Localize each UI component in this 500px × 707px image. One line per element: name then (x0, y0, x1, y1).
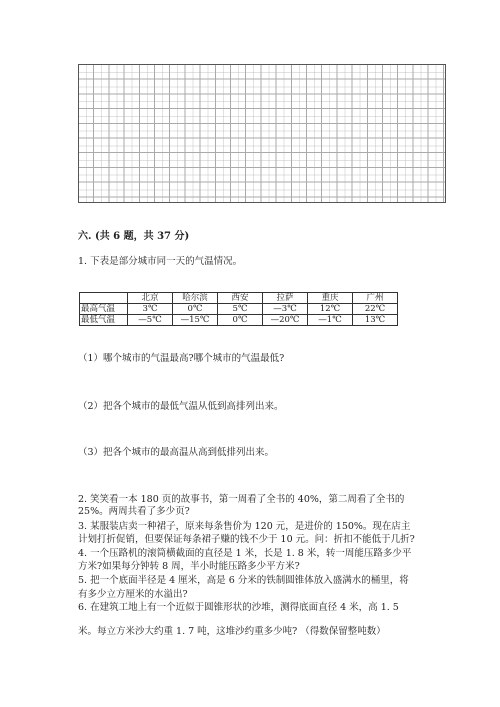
writing-grid (78, 64, 446, 203)
city-header: 哈尔滨 (173, 293, 218, 304)
q6-line1: 6. 在建筑工地上有一个近似于圆锥形状的沙堆，测得底面直径 4 米，高 1. 5 (78, 602, 399, 613)
q1-sub2: （2）把各个城市的最低气温从低到高排列出来。 (78, 401, 284, 412)
city-header: 北京 (128, 293, 173, 304)
row-label: 最高气温 (80, 304, 128, 315)
table-cell: 3℃ (128, 304, 173, 315)
city-header: 重庆 (308, 293, 353, 304)
table-cell: —5℃ (128, 315, 173, 326)
section-title: 六. (共 6 题，共 37 分) (78, 231, 190, 242)
table-cell: 0℃ (218, 315, 263, 326)
q4-line1: 4. 一个压路机的滚筒横截面的直径是 1 米，长是 1. 8 米，转一周能压路多少平 (78, 548, 412, 559)
q5-line2: 有多少立方厘米的水溢出? (78, 589, 188, 600)
table-cell: 22℃ (353, 304, 398, 315)
q4-line2: 方米?如果每分钟转 8 周，半小时能压路多少平方米? (78, 561, 300, 572)
city-header: 拉萨 (263, 293, 308, 304)
q1-sub1: （1）哪个城市的气温最高?哪个城市的气温最低? (78, 353, 285, 364)
q3-line2: 计划打折促销，但要保证每条裙子赚的钱不少于 10 元。问：折扣不能低于几折? (78, 534, 415, 545)
table-cell: 13℃ (353, 315, 398, 326)
table-cell: 12℃ (308, 304, 353, 315)
row-label: 最低气温 (80, 315, 128, 326)
table-cell: 5℃ (218, 304, 263, 315)
table-cell: 0℃ (173, 304, 218, 315)
table-cell: —1℃ (308, 315, 353, 326)
table-row (80, 315, 398, 326)
q2-line2: 25%。两周共看了多少页? (78, 506, 190, 517)
q6-line2: 米。每立方米沙大约重 1. 7 吨，这堆沙约重多少吨? （得数保留整吨数） (78, 626, 386, 637)
table-cell: —3℃ (263, 304, 308, 315)
q1-sub3: （3）把各个城市的最高温从高到低排列出来。 (78, 447, 275, 458)
table-corner-cell (80, 293, 128, 304)
city-header: 广州 (353, 293, 398, 304)
table-cell: —20℃ (263, 315, 308, 326)
table-row (80, 304, 398, 315)
q5-line1: 5. 把一个底面半径是 4 厘米，高是 6 分米的铁制圆锥体放入盛满水的桶里，将 (78, 575, 409, 586)
q1-intro: 1. 下表是部分城市同一天的气温情况。 (78, 256, 243, 267)
q3-line1: 3. 某服装店卖一种裙子，原来每条售价为 120 元，是进价的 150%。现在店主 (78, 521, 411, 532)
table-header-row (80, 293, 398, 304)
q2-line1: 2. 笑笑看一本 180 页的故事书，第一周看了全书的 40%，第二周看了全书的 (78, 494, 405, 505)
temperature-table (79, 292, 398, 326)
table-cell: —15℃ (173, 315, 218, 326)
city-header: 西安 (218, 293, 263, 304)
